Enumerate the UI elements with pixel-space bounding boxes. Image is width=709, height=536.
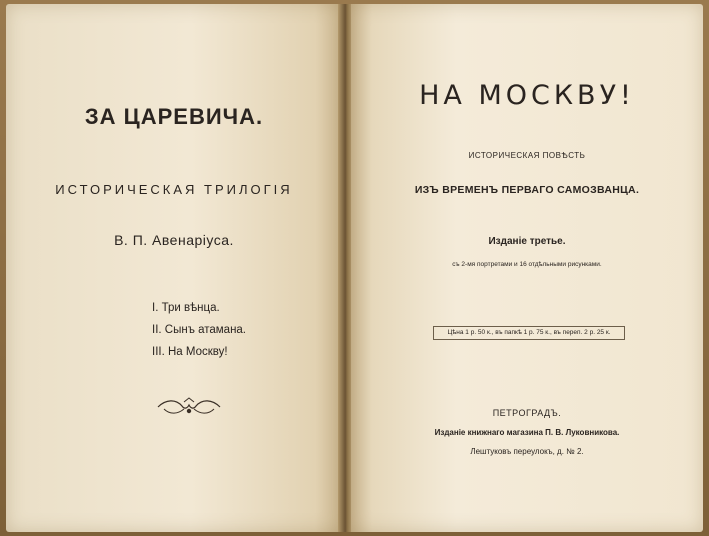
address-label: Лештуковъ переулокъ, д. № 2. <box>470 447 584 456</box>
volume-item: I. Три вѣнца. <box>152 302 220 314</box>
price-box: Цѣна 1 р. 50 к., въ папкѣ 1 р. 75 к., въ переп. 2 р. 25 к. <box>433 326 625 340</box>
left-page <box>6 4 342 532</box>
illustrations-note: съ 2-мя портретами и 16 отдѣльными рисунками. <box>452 261 602 268</box>
right-page <box>351 4 703 532</box>
genre-label: ИСТОРИЧЕСКАЯ ПОВѢСТЬ <box>468 151 586 160</box>
open-book <box>6 4 703 532</box>
era-subtitle: ИЗЪ ВРЕМЕНЪ ПЕРВАГО САМОЗВАНЦА. <box>414 184 640 196</box>
volume-item: III. На Москву! <box>152 346 228 358</box>
volume-list <box>152 297 246 363</box>
volume-item: II. Сынъ атамана. <box>152 324 247 336</box>
city-label: ПЕТРОГРАДЪ. <box>492 408 562 418</box>
publisher-label: Изданіе книжнаго магазина П. В. Луковникова. <box>434 428 620 437</box>
trilogy-title: ЗА ЦАРЕВИЧА. <box>84 104 264 129</box>
book-title: НА МОСКВУ! <box>419 80 635 111</box>
trilogy-subtitle: ИСТОРИЧЕСКАЯ ТРИЛОГІЯ <box>55 182 293 197</box>
ornament-icon <box>154 396 224 418</box>
edition-label: Изданіе третье. <box>488 236 566 247</box>
author-name: В. П. Авенаріуса. <box>114 232 234 248</box>
